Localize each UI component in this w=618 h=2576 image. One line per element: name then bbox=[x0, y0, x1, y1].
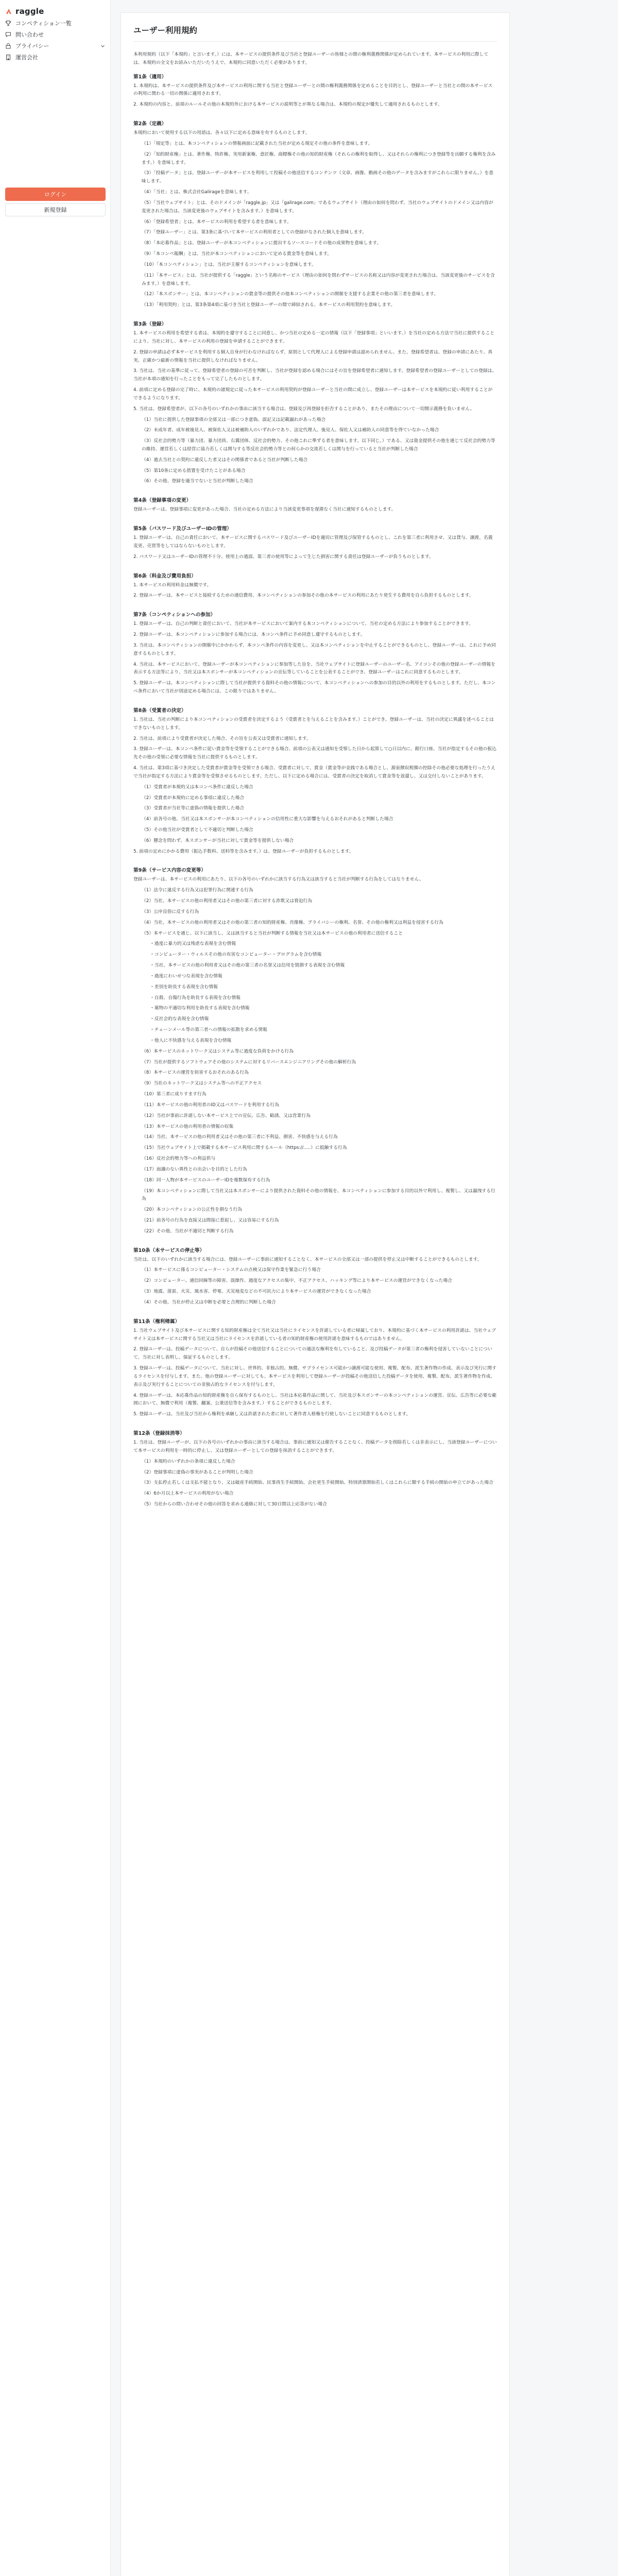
article-paragraph: （2）未成年者、成年被後見人、被保佐人又は被補助人のいずれかであり、法定代理人、後見人、保佐人又は補助人の同意等を得ていなかった場合 bbox=[142, 428, 439, 433]
article-paragraph: 3. 登録ユーザーは、本コンペ条件に従い賞金等を受領することができる場合、前項の公表又は通知を受領した日から起算して○日以内に、銀行口座、当社が指定するその他の振込先その他の受領に必要な情報を当社に提供するものとします。 bbox=[133, 747, 497, 760]
article-paragraph: 1. 当社は、登録ユーザーが、以下の各号のいずれかの事由に該当する場合は、事前に通知又は催告することなく、投稿データを削除若しくは非表示にし、当該登録ユーザーについて本サービスの利用を一時的に停止し、又は登録ユーザーとしての登録を抹消することができます。 bbox=[133, 1440, 497, 1453]
article-paragraph: （11）本サービスの他の利用者のID又はパスワードを利用する行為 bbox=[142, 1102, 279, 1108]
article-paragraph: （8）本サービスの運営を妨害するおそれのある行為 bbox=[142, 1070, 249, 1076]
article-paragraph: ・差別を助長する表現を含む情報 bbox=[150, 984, 218, 990]
article-paragraph: （1）本サービスに係るコンピューター・システムの点検又は保守作業を緊急に行う場合 bbox=[142, 1267, 321, 1273]
article-section bbox=[133, 706, 497, 856]
article-paragraph: （5）第10条に定める措置を受けたことがある場合 bbox=[142, 468, 246, 473]
article-paragraph: （14）当社、本サービスの他の利用者又はその他の第三者に不利益、損害、不快感を与える行為 bbox=[142, 1134, 338, 1140]
article-paragraph: （16）反社会的勢力等への利益供与 bbox=[142, 1156, 216, 1162]
article-paragraph: 2. 登録ユーザーは、本サービスと接続するための通信費用、本コンペティションの参加その他の本サービスの利用にあたり発生する費用を自ら負担するものとします。 bbox=[133, 593, 474, 599]
article-paragraph: 4. 当社は、本サービスにおいて、登録ユーザーが本コンペティションに参加等した旨を、当社ウェブサイトに登録ユーザーのユーザー名、アイコンその他の登録ユーザーの情報を表示する方法等により、当社又は本スポンサーが本コンペティションの宣伝等していることを公表することができ、登録ユーザーはこれに同意するものとします。 bbox=[133, 662, 495, 675]
building-icon bbox=[5, 54, 11, 60]
article-paragraph: 1. 当社ウェブサイト及び本サービスに関する知的財産権は全て当社又は当社にライセンスを許諾している者に帰属しており、本規約に基づく本サービスの利用許諾は、当社ウェブサイト又は本サービスに関する当社又は当社にライセンスを許諾している者の知的財産権の使用許諾を意味するものではありません。 bbox=[133, 1328, 496, 1342]
sidebar bbox=[0, 0, 111, 2576]
article-paragraph: （6）懸念を問わず、本スポンサーが当社に対して賞金等を提供しない場合 bbox=[142, 838, 294, 843]
article-paragraph: 1. 当社は、当社の判断により本コンペティションの受賞者を決定するよう（受賞者とを与えることを含みます。）ことができ、登録ユーザーは、当社の決定に異議を述べることはできないものとします。 bbox=[133, 717, 494, 731]
article-paragraph: 1. 登録ユーザーは、自己の責任において、本サービスに関するパスワード及びユーザーIDを適切に管理及び保管するものとし、これを第三者に利用させ、又は貸与、譲渡、名義変更、売買等をしてはならないものとします。 bbox=[133, 535, 493, 549]
article-title: 第10条（本サービスの停止等） bbox=[133, 1247, 205, 1253]
article-paragraph: （9）当社のネットワーク又はシステム等への不正アクセス bbox=[142, 1081, 262, 1087]
signup-button[interactable]: 新規登録 bbox=[5, 203, 106, 216]
article-section bbox=[133, 496, 497, 514]
article-paragraph: （18）同一人物が本サービスのユーザーIDを複数保有する行為 bbox=[142, 1177, 270, 1183]
article-section bbox=[133, 572, 497, 601]
article-paragraph: （20）本コンペティションの公正性を損なう行為 bbox=[142, 1207, 243, 1213]
article-paragraph: （6）その他、登録を適当でないと当社が判断した場合 bbox=[142, 479, 253, 484]
sidebar-item-label: コンペティション一覧 bbox=[15, 20, 72, 27]
article-paragraph: （4）その他、当社が停止又は中断を必要と合理的に判断した場合 bbox=[142, 1299, 276, 1305]
article-paragraph: ・過度に暴力的又は残虐な表現を含む情報 bbox=[150, 941, 236, 947]
article-paragraph: （1）法令に違反する行為又は犯罪行為に関連する行為 bbox=[142, 888, 253, 893]
sidebar-item-competitions[interactable] bbox=[0, 18, 110, 29]
article-paragraph: 3. 登録ユーザーは、投稿データについて、当社に対し、世界的、非独占的、無償、サブライセンス可能かつ譲渡可能な使用、複製、配布、派生著作物の作成、表示及び実行に関するライセンスを付与します。また、他の登録ユーザーに対しても、本サービスを利用して登録ユーザーが投稿その他送信した投稿データを使用、複製、配布、派生著作物を作成、表示及び実行することについての非独占的なライセンスを付与します。 bbox=[133, 1366, 497, 1387]
article-paragraph: （5）本サービスを通じ、以下に該当し、又は該当すると当社が判断する情報を当社又は本サービスの他の利用者に送信すること bbox=[142, 930, 403, 936]
article-paragraph: 3. 当社は、当社の基準に従って、登録希望者の登録の可否を判断し、当社が登録を認める場合にはその旨を登録希望者に通知します。登録希望者の登録ユーザーとしての登録は、当社が本項の通知を行ったことをもって完了したものとします。 bbox=[133, 368, 497, 382]
article-paragraph: 2. 当社は、前項により受賞者が決定した場合、その旨を公表又は受賞者に通知します。 bbox=[133, 736, 311, 741]
article-paragraph: （17）面識のない異性との出会いを目的とした行為 bbox=[142, 1166, 247, 1172]
article-paragraph: （19）本コンペティションに際して当社又は本スポンサーにより提供された資料その他の情報を、本コンペティションに参加する目的以外で利用し、複製し、又は漏洩する行為 bbox=[142, 1188, 495, 1202]
article-paragraph: （12）「本スポンサー」とは、本コンペティションの賞金等の提供その他本コンペティションの開催を支援する企業その他の第三者を意味します。 bbox=[142, 292, 439, 297]
article-paragraph: （11）「本サービス」とは、当社が提供する「raggle」という名称のサービス（理由の如何を問わずサービスの名称又は内容が変更された場合は、当該変更後のサービスを含みます。）を意味します。 bbox=[142, 273, 495, 286]
article-title: 第1条（適用） bbox=[133, 74, 167, 80]
article-title: 第9条（サービス内容の変更等） bbox=[133, 868, 206, 874]
article-section bbox=[133, 1246, 497, 1307]
article-paragraph: ・チェーンメール等の第三者への情報の拡散を求める情報 bbox=[150, 1027, 267, 1033]
article-paragraph: 3. 当社は、本コンペティションの開催中にかかわらず、本コンペ条件の内容を変更し、又は本コンペティションを中止することができるものとし、登録ユーザーは、これに予め同意するものとします。 bbox=[133, 642, 496, 656]
chat-icon bbox=[5, 31, 11, 38]
page-title: ユーザー利用規約 bbox=[133, 24, 497, 42]
article-paragraph: 2. 登録ユーザーは、投稿データについて、自らが投稿その他送信することについての適法な権利を有していること、及び投稿データが第三者の権利を侵害していないことについて、当社に対し表明し、保証するものとします。 bbox=[133, 1347, 492, 1361]
article-paragraph: （22）その他、当社が不適切と判断する行為 bbox=[142, 1228, 234, 1234]
sidebar-item-privacy[interactable] bbox=[0, 40, 110, 52]
article-paragraph: （2）登録事項に虚偽の事実があることが判明した場合 bbox=[142, 1469, 253, 1475]
article-paragraph: ・コンピューター・ウィルスその他の有害なコンピューター・プログラムを含む情報 bbox=[150, 952, 322, 958]
logo[interactable] bbox=[0, 0, 110, 18]
article-paragraph: （6）「登録希望者」とは、本サービスの利用を希望する者を意味します。 bbox=[142, 219, 291, 225]
article-paragraph: 4. 前項に定める登録の完了時に、本規約の諸規定に従った本サービスの利用契約が登録ユーザーと当社の間に成立し、登録ユーザーは本サービスを本規約に従い利用することができるようになります。 bbox=[133, 387, 493, 401]
article-section bbox=[133, 866, 497, 1235]
article-title: 第11条（権利帰属） bbox=[133, 1318, 180, 1325]
article-paragraph: 2. 本規約の内容と、前項のルールその他の本規約外における本サービスの説明等とが異なる場合は、本規約の規定が優先して適用されるものとします。 bbox=[133, 102, 442, 108]
article-section bbox=[133, 611, 497, 696]
article-paragraph: 5. 当社は、登録希望者が、以下の各号のいずれかの事由に該当する場合は、登録及び再登録を拒否することがあり、またその理由について一切開示義務を負いません。 bbox=[133, 406, 475, 412]
article-paragraph: （3）受賞者が当社等に虚偽の情報を提供した場合 bbox=[142, 806, 245, 811]
article-paragraph: 2. 登録ユーザーは、本コンペティションに参加する場合には、本コンペ条件に予め同意し遵守するものとします。 bbox=[133, 632, 365, 638]
article-paragraph: （10）「本コンペティション」とは、当社が主催するコンペティションを意味します。 bbox=[142, 262, 316, 267]
article-paragraph: （1）当社に提供した登録事項の全部又は一部につき虚偽、誤記又は記載漏れがあった場合 bbox=[142, 417, 326, 422]
article-section bbox=[133, 73, 497, 109]
article-paragraph: （1）受賞者が本規約又は本コンペ条件に違反した場合 bbox=[142, 784, 253, 790]
article-paragraph: （3）地震、落雷、火災、風水害、停電、天災地変などの不可抗力により本サービスの運営ができなくなった場合 bbox=[142, 1289, 371, 1295]
article-paragraph: ・過度にわいせつな表現を含む情報 bbox=[150, 973, 222, 979]
article-title: 第7条（コンペティションへの参加） bbox=[133, 612, 216, 618]
article-paragraph: 1. 本サービスの利用を希望する者は、本規約を遵守することに同意し、かつ当社の定める一定の情報（以下「登録事項」といいます。）を当社の定める方法で当社に提供することにより、当社に対し、本サービスの利用の登録を申請することができます。 bbox=[133, 331, 495, 344]
article-section bbox=[133, 524, 497, 561]
article-paragraph: （7）当社が提供するソフトウェアその他のシステムに対するリバースエンジニアリングその他の解析行為 bbox=[142, 1059, 356, 1065]
article-paragraph: （3）支払停止若しくは支払不能となり、又は破産手続開始、民事再生手続開始、会社更生手続開始、特別清算開始若しくはこれらに類する手続の開始の申立てがあった場合 bbox=[142, 1480, 493, 1486]
article-paragraph: （5）「当社ウェブサイト」とは、そのドメインが「raggle.jp」又は「galirage.com」であるウェブサイト（理由の如何を問わず、当社のウェブサイトのドメイン又は内容が変更された場合は、当該変更後のウェブサイトを含みます。）を意味します。 bbox=[142, 200, 493, 214]
article-paragraph: （3）公序良俗に反する行為 bbox=[142, 909, 199, 914]
article-paragraph: 1. 本規約は、本サービスの提供条件及び本サービスの利用に関する当社と登録ユーザーとの間の権利義務関係を定めることを目的とし、登録ユーザーと当社との間の本サービスの利用に関わる一切の関係に適用されます。 bbox=[133, 83, 493, 97]
article-paragraph: ・他人に不快感を与える表現を含む情報 bbox=[150, 1038, 232, 1043]
article-title: 第4条（登録事項の変更） bbox=[133, 498, 192, 504]
article-paragraph: （5）その他当社が受賞者として不適切と判断した場合 bbox=[142, 827, 253, 833]
lock-icon bbox=[5, 43, 11, 49]
article-paragraph: 登録ユーザーは、本サービスの利用にあたり、以下の各号のいずれかに該当する行為又は該当すると当社が判断する行為をしてはなりません。 bbox=[133, 877, 424, 883]
article-paragraph: （7）「登録ユーザー」とは、第3条に基づいて本サービスの利用者としての登録がなされた個人を意味します。 bbox=[142, 230, 367, 235]
article-title: 第6条（料金及び費用負担） bbox=[133, 573, 196, 579]
article-title: 第12条（登録抹消等） bbox=[133, 1431, 185, 1437]
article-paragraph: （5）当社からの問い合わせその他の回答を求める連絡に対して30日間以上応答がない場合 bbox=[142, 1502, 327, 1507]
article-paragraph: （15）当社ウェブサイト上で掲載する本サービス利用に関するルール（https://.....）に抵触する行為 bbox=[142, 1145, 347, 1151]
logo-text: raggle bbox=[15, 7, 44, 16]
article-paragraph: 当社は、以下のいずれかに該当する場合には、登録ユーザーに事前に通知することなく、本サービスの全部又は一部の提供を停止又は中断することができるものとします。 bbox=[133, 1257, 482, 1262]
article-paragraph: 5. 前項の定めにかかる費用（振込手数料、送料等を含みます。）は、登録ユーザーが負担するものとします。 bbox=[133, 849, 354, 854]
article-paragraph: 5. 登録ユーザーは、当社及び当社から権利を承継し又は許諾された者に対して著作者人格権を行使しないことに同意するものとします。 bbox=[133, 1412, 411, 1417]
article-section bbox=[133, 320, 497, 486]
article-paragraph: ・反社会的な表現を含む情報 bbox=[150, 1016, 209, 1022]
article-paragraph: （4）当社、本サービスの他の利用者又はその他の第三者の知的財産権、肖像権、プライバシーの権利、名誉、その他の権利又は利益を侵害する行為 bbox=[142, 920, 443, 925]
article-paragraph: 本規約において使用する以下の用語は、各々以下に定める意味を有するものとします。 bbox=[133, 130, 310, 136]
article-paragraph: （3）反社会的勢力等（暴力団、暴力団員、右翼団体、反社会的勢力、その他これに準ずる者を意味します。以下同じ。）である、又は資金提供その他を通じて反社会的勢力等の維持、運営若しくは経営に協力若しくは関与する等反社会的勢力等との何らかの交流若しくは関与を行っていると当社が判断した場合 bbox=[142, 438, 495, 452]
article-paragraph: （21）前各号の行為を直接又は間接に惹起し、又は容易にする行為 bbox=[142, 1217, 279, 1223]
article-paragraph: （6）本サービスのネットワーク又はシステム等に過度な負荷をかける行為 bbox=[142, 1048, 294, 1054]
sidebar-item-label: 運営会社 bbox=[15, 54, 38, 61]
article-paragraph: ・薬物の不適切な利用を助長する表現を含む情報 bbox=[150, 1006, 250, 1011]
article-paragraph: 5. 登録ユーザーは、本コンペティションに際して当社が提供する資料その他の情報について、本コンペティションへの参加の目的以外の利用をするものとします。ただし、本コンペ条件において当社が別途定める場合には、この限りではありません。 bbox=[133, 681, 496, 694]
article-paragraph: （4）前各号の他、当社又は本スポンサーが本コンペティションの信用性に重大な影響を与えるおそれがあると判断した場合 bbox=[142, 817, 393, 822]
trophy-icon bbox=[5, 20, 11, 26]
article-paragraph: ・自殺、自傷行為を助長する表現を含む情報 bbox=[150, 995, 241, 1001]
article-paragraph: 4. 当社は、第3項に基づき決定した受賞者が賞金等を受領できる場合、受賞者に対して、賞金（賞金等が金銭である場合とし、源泉徴収税額の控除その他必要な処理を行ったうえで当社が指定する方法により賞金等を受領させるものとします。ただし、以下に定める場合には、受賞者の決定を取消して賞金等を返還し、又は交付しないことがあります。 bbox=[133, 766, 495, 779]
article-paragraph: （2）コンピューター、通信回線等の障害、誤操作、過度なアクセスの集中、不正アクセス、ハッキング等により本サービスの運営ができなくなった場合 bbox=[142, 1278, 452, 1284]
article-paragraph: （1）「規定等」とは、本コンペティションの情報画面に記載された当社が定める規定その他の条件を意味します。 bbox=[142, 141, 373, 146]
article-paragraph: （3）「投稿データ」とは、登録ユーザーが本サービスを利用して投稿その他送信するコンテンツ（文章、画像、動画その他のデータを含みますがこれらに限りません。）を意味します。 bbox=[142, 171, 494, 184]
raggle-logo-icon bbox=[5, 8, 12, 15]
article-paragraph: （8）「本応募作品」とは、登録ユーザーが本コンペティションに提出するソースコードその他の成果物を意味します。 bbox=[142, 241, 382, 246]
article-title: 第8条（受賞者の決定） bbox=[133, 707, 186, 714]
sidebar-item-label: プライバシー bbox=[15, 43, 49, 49]
article-section bbox=[133, 1429, 497, 1509]
article-paragraph: （4）6か月以上本サービスの利用がない場合 bbox=[142, 1491, 234, 1497]
sidebar-item-label: 問い合わせ bbox=[15, 31, 44, 38]
chevron-down-icon bbox=[100, 44, 105, 48]
article-paragraph: 2. パスワード又はユーザーIDの管理不十分、使用上の過誤、第三者の使用等によって生じた損害に関する責任は登録ユーザーが負うものとします。 bbox=[133, 554, 434, 560]
article-paragraph: （9）「本コンペ報酬」とは、当社が本コンペティションにおいて定める賞金等を意味します。 bbox=[142, 251, 332, 257]
article-paragraph: 登録ユーザーは、登録事項に変更があった場合、当社の定める方法により当該変更事項を遅滞なく当社に通知するものとします。 bbox=[133, 507, 396, 513]
document-intro: 本利用規約（以下「本規約」と言います。）には、本サービスの提供条件及び当社と登録ユーザーの皆様との間の権利義務関係が定められています。本サービスの利用に際しては、本規約の全文をお読みいただいたうえで、本規約に同意いただく必要があります。 bbox=[133, 52, 489, 65]
terms-document bbox=[121, 12, 510, 2576]
article-paragraph: ・当社、本サービスの他の利用者又はその他の第三者の名誉又は信用を毀損する表現を含む情報 bbox=[150, 963, 345, 969]
article-title: 第3条（登録） bbox=[133, 321, 167, 328]
article-section bbox=[133, 120, 497, 310]
article-paragraph: （10）第三者に成りすます行為 bbox=[142, 1092, 207, 1097]
article-paragraph: 1. 登録ユーザーは、自己の判断と責任において、当社が本サービスにおいて案内する本コンペティションについて、当社の定める方法により参加することができます。 bbox=[133, 621, 474, 627]
article-paragraph: （4）「当社」とは、株式会社Galirageを意味します。 bbox=[142, 190, 252, 195]
article-list bbox=[133, 73, 497, 1509]
article-paragraph: （2）「知的財産権」とは、著作権、特許権、実用新案権、意匠権、商標権その他の知的財産権（それらの権利を取得し、又はそれらの権利につき登録等を出願する権利を含みます。）を意味します。 bbox=[142, 151, 496, 165]
article-title: 第5条（パスワード及びユーザーIDの管理） bbox=[133, 526, 232, 532]
article-section bbox=[133, 1317, 497, 1419]
article-paragraph: （1）本規約のいずれかの条項に違反した場合 bbox=[142, 1459, 235, 1464]
article-paragraph: （13）本サービスの他の利用者の情報の収集 bbox=[142, 1124, 234, 1129]
sidebar-item-contact[interactable] bbox=[0, 29, 110, 40]
article-paragraph: 2. 登録の申請は必ず本サービスを利用する個人自身が行わなければならず、原則として代理人による登録申請は認められません。また、登録希望者は、登録の申請にあたり、真実、正確かつ最新の情報を当社に提供しなければなりません。 bbox=[133, 349, 493, 363]
article-paragraph: （13）「利用契約」とは、第3条第4項に基づき当社と登録ユーザーの間で締結される、本サービスの利用契約を意味します。 bbox=[142, 302, 396, 308]
article-paragraph: （4）過去当社との契約に違反した者又はその関係者であると当社が判断した場合 bbox=[142, 457, 308, 463]
article-paragraph: 1. 本サービスの利用料金は無償です。 bbox=[133, 582, 212, 588]
article-paragraph: （12）当社が事前に許諾しない本サービス上での宣伝、広告、勧誘、又は営業行為 bbox=[142, 1113, 311, 1118]
login-button[interactable]: ログイン bbox=[5, 188, 106, 201]
sidebar-item-company[interactable] bbox=[0, 52, 110, 63]
article-paragraph: （2）受賞者が本規約に定める事項に違反した場合 bbox=[142, 795, 245, 801]
article-title: 第2条（定義） bbox=[133, 121, 167, 127]
article-paragraph: （2）当社、本サービスの他の利用者又はその他の第三者に対する詐欺又は脅迫行為 bbox=[142, 899, 313, 904]
article-paragraph: 4. 登録ユーザーは、本応募作品の知的財産権を自ら保有するものとし、当社は本応募作品に関して、当社及び本スポンサーの本コンペティションの運営、宣伝、広告等に必要な範囲において、無償で利用（複製、翻案、公衆送信等を含みます。）することができるものとします。 bbox=[133, 1393, 497, 1406]
